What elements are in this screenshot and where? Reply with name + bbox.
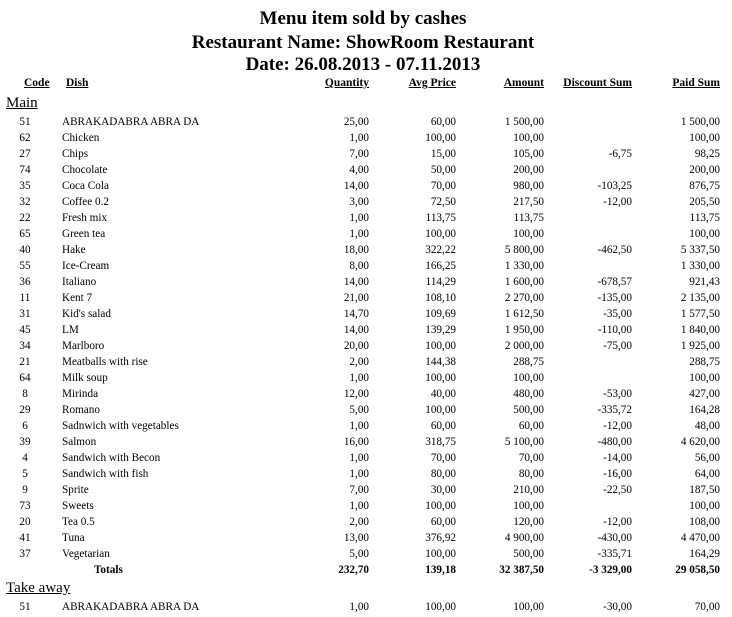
table-row: [0, 370, 732, 386]
cell-amount: 200,00: [513, 164, 544, 176]
cell-code: 34: [19, 340, 31, 352]
cell-code: 27: [19, 148, 31, 160]
cell-code: 20: [19, 516, 31, 528]
cell-quantity: 1,00: [349, 468, 369, 480]
cell-paid-sum: 100,00: [689, 500, 720, 512]
cell-dish: Marlboro: [62, 340, 105, 352]
cell-discount-sum: -75,00: [603, 340, 632, 352]
cell-avg-price: 100,00: [425, 500, 456, 512]
cell-quantity: 1,00: [349, 420, 369, 432]
cell-amount: 70,00: [518, 452, 544, 464]
cell-dish: Sandwich with fish: [62, 468, 149, 480]
column-header-amount: Amount: [503, 77, 544, 89]
cell-code: 29: [19, 404, 31, 416]
table-row: [0, 130, 732, 146]
table-row: [0, 162, 732, 178]
table-row: [0, 258, 732, 274]
column-header-paid-sum: Paid Sum: [672, 77, 720, 89]
cell-amount: 100,00: [513, 132, 544, 144]
section-title-main: Main: [6, 95, 38, 111]
cell-dish: Sandwich with Becon: [62, 452, 161, 464]
cell-code: 5: [22, 468, 28, 480]
cell-dish: Italiano: [62, 276, 97, 288]
cell-dish: Fresh mix: [62, 212, 108, 224]
cell-avg-price: 30,00: [430, 484, 456, 496]
cell-paid-sum: 100,00: [689, 372, 720, 384]
table-row: [0, 226, 732, 242]
cell-dish: Chocolate: [62, 164, 108, 176]
cell-dish: Sprite: [62, 484, 89, 496]
cell-amount: 60,00: [518, 420, 544, 432]
totals-paid-sum: 29 058,50: [675, 564, 720, 576]
cell-avg-price: 100,00: [425, 228, 456, 240]
cell-amount: 210,00: [513, 484, 544, 496]
table-row: [0, 274, 732, 290]
cell-code: 51: [19, 601, 31, 613]
table-row: [0, 290, 732, 306]
cell-dish: Sweets: [62, 500, 94, 512]
cell-quantity: 20,00: [343, 340, 369, 352]
table-row: [0, 418, 732, 434]
table-row: [0, 338, 732, 354]
cell-amount: 1 500,00: [504, 116, 544, 128]
cell-paid-sum: 70,00: [694, 601, 720, 613]
cell-dish: Kid's salad: [62, 308, 111, 320]
totals-quantity: 232,70: [338, 564, 369, 576]
cell-paid-sum: 164,28: [689, 404, 720, 416]
cell-code: 35: [19, 180, 31, 192]
cell-dish: ABRAKADABRA ABRA DA: [62, 601, 200, 613]
cell-amount: 120,00: [513, 516, 544, 528]
cell-dish: Chicken: [62, 132, 100, 144]
cell-code: 73: [19, 500, 31, 512]
cell-avg-price: 60,00: [430, 420, 456, 432]
cell-paid-sum: 1 500,00: [680, 116, 720, 128]
table-row: [0, 386, 732, 402]
table-row: [0, 194, 732, 210]
cell-amount: 1 950,00: [504, 324, 544, 336]
cell-discount-sum: -480,00: [597, 436, 632, 448]
cell-code: 6: [22, 420, 28, 432]
totals-amount: 32 387,50: [499, 564, 544, 576]
cell-paid-sum: 200,00: [689, 164, 720, 176]
cell-amount: 288,75: [513, 356, 544, 368]
cell-discount-sum: -35,00: [603, 308, 632, 320]
cell-quantity: 4,00: [349, 164, 369, 176]
cell-amount: 4 900,00: [504, 532, 544, 544]
column-header-code: Code: [24, 77, 50, 89]
cell-amount: 217,50: [513, 196, 544, 208]
cell-code: 8: [22, 388, 28, 400]
table-row: [0, 498, 732, 514]
cell-dish: Sadnwich with vegetables: [62, 420, 179, 432]
cell-paid-sum: 100,00: [689, 228, 720, 240]
cell-quantity: 14,00: [343, 324, 369, 336]
table-row: [0, 114, 732, 130]
column-header-avg-price: Avg Price: [408, 77, 456, 89]
cell-discount-sum: -6,75: [608, 148, 632, 160]
cell-quantity: 7,00: [349, 148, 369, 160]
cell-avg-price: 80,00: [430, 468, 456, 480]
cell-quantity: 1,00: [349, 132, 369, 144]
cell-amount: 2 270,00: [504, 292, 544, 304]
cell-dish: Romano: [62, 404, 100, 416]
cell-amount: 100,00: [513, 228, 544, 240]
table-row: [0, 599, 732, 615]
cell-dish: Ice-Cream: [62, 260, 110, 272]
cell-code: 62: [19, 132, 31, 144]
cell-paid-sum: 2 135,00: [680, 292, 720, 304]
cell-paid-sum: 427,00: [689, 388, 720, 400]
cell-avg-price: 100,00: [425, 372, 456, 384]
cell-avg-price: 166,25: [425, 260, 456, 272]
cell-quantity: 14,70: [343, 308, 369, 320]
table-row: [0, 402, 732, 418]
cell-quantity: 3,00: [349, 196, 369, 208]
cell-amount: 2 000,00: [504, 340, 544, 352]
cell-paid-sum: 56,00: [694, 452, 720, 464]
cell-code: 41: [19, 532, 31, 544]
cell-paid-sum: 876,75: [689, 180, 720, 192]
column-header-discount-sum: Discount Sum: [563, 77, 632, 89]
cell-code: 22: [19, 212, 31, 224]
cell-amount: 500,00: [513, 548, 544, 560]
totals-discount-sum: -3 329,00: [589, 564, 632, 576]
cell-code: 45: [19, 324, 31, 336]
cell-avg-price: 376,92: [425, 532, 456, 544]
table-row: [0, 482, 732, 498]
cell-amount: 5 100,00: [504, 436, 544, 448]
cell-discount-sum: -110,00: [597, 324, 632, 336]
cell-quantity: 1,00: [349, 601, 369, 613]
cell-avg-price: 109,69: [425, 308, 456, 320]
cell-quantity: 12,00: [343, 388, 369, 400]
cell-quantity: 1,00: [349, 212, 369, 224]
report-title: Menu item sold by cashes: [259, 8, 467, 29]
cell-discount-sum: -430,00: [597, 532, 632, 544]
cell-avg-price: 144,38: [425, 356, 456, 368]
cell-paid-sum: 4 470,00: [680, 532, 720, 544]
cell-discount-sum: -16,00: [603, 468, 632, 480]
table-row: [0, 146, 732, 162]
cell-amount: 100,00: [513, 372, 544, 384]
cell-paid-sum: 921,43: [689, 276, 720, 288]
column-header-dish: Dish: [66, 77, 89, 89]
table-row: [0, 514, 732, 530]
cell-discount-sum: -135,00: [597, 292, 632, 304]
cell-amount: 100,00: [513, 601, 544, 613]
cell-dish: Mirinda: [62, 388, 99, 400]
cell-avg-price: 60,00: [430, 516, 456, 528]
cell-code: 37: [19, 548, 31, 560]
cell-code: 65: [19, 228, 31, 240]
cell-code: 36: [19, 276, 31, 288]
cell-quantity: 13,00: [343, 532, 369, 544]
cell-code: 11: [19, 292, 31, 304]
cell-paid-sum: 1 577,50: [680, 308, 720, 320]
cell-avg-price: 322,22: [425, 244, 456, 256]
cell-avg-price: 318,75: [425, 436, 456, 448]
cell-quantity: 1,00: [349, 500, 369, 512]
cell-code: 51: [19, 116, 31, 128]
cell-amount: 480,00: [513, 388, 544, 400]
cell-amount: 5 800,00: [504, 244, 544, 256]
cell-paid-sum: 108,00: [689, 516, 720, 528]
table-row: [0, 466, 732, 482]
cell-paid-sum: 100,00: [689, 132, 720, 144]
cell-dish: ABRAKADABRA ABRA DA: [62, 116, 200, 128]
cell-avg-price: 100,00: [425, 548, 456, 560]
cell-discount-sum: -12,00: [603, 516, 632, 528]
cell-quantity: 18,00: [343, 244, 369, 256]
cell-code: 39: [19, 436, 31, 448]
cell-quantity: 21,00: [343, 292, 369, 304]
cell-avg-price: 114,29: [425, 276, 456, 288]
cell-avg-price: 113,75: [425, 212, 456, 224]
cell-paid-sum: 164,29: [689, 548, 720, 560]
cell-discount-sum: -30,00: [603, 601, 632, 613]
cell-dish: Tuna: [62, 532, 85, 544]
cell-paid-sum: 5 337,50: [680, 244, 720, 256]
cell-quantity: 25,00: [343, 116, 369, 128]
cell-amount: 1 600,00: [504, 276, 544, 288]
cell-discount-sum: -335,72: [597, 404, 632, 416]
totals-row: [0, 562, 732, 578]
table-row: [0, 242, 732, 258]
cell-code: 32: [19, 196, 31, 208]
cell-quantity: 16,00: [343, 436, 369, 448]
cell-paid-sum: 48,00: [694, 420, 720, 432]
cell-quantity: 5,00: [349, 404, 369, 416]
cell-amount: 1 612,50: [504, 308, 544, 320]
cell-quantity: 2,00: [349, 516, 369, 528]
cell-discount-sum: -22,50: [603, 484, 632, 496]
cell-dish: Green tea: [62, 228, 106, 240]
cell-avg-price: 50,00: [430, 164, 456, 176]
cell-paid-sum: 1 925,00: [680, 340, 720, 352]
cell-amount: 80,00: [518, 468, 544, 480]
cell-dish: Milk soup: [62, 372, 108, 384]
cell-paid-sum: 205,50: [689, 196, 720, 208]
cell-dish: Kent 7: [62, 292, 93, 304]
cell-discount-sum: -678,57: [597, 276, 632, 288]
cell-code: 31: [19, 308, 31, 320]
cell-quantity: 7,00: [349, 484, 369, 496]
cell-avg-price: 15,00: [430, 148, 456, 160]
cell-dish: Coca Cola: [62, 180, 109, 192]
cell-avg-price: 100,00: [425, 404, 456, 416]
cell-avg-price: 100,00: [425, 340, 456, 352]
cell-discount-sum: -12,00: [603, 196, 632, 208]
cell-avg-price: 108,10: [425, 292, 456, 304]
cell-code: 74: [19, 164, 31, 176]
cell-discount-sum: -12,00: [603, 420, 632, 432]
cell-avg-price: 100,00: [425, 601, 456, 613]
cell-avg-price: 70,00: [430, 180, 456, 192]
cell-quantity: 14,00: [343, 276, 369, 288]
cell-paid-sum: 4 620,00: [680, 436, 720, 448]
cell-dish: Meatballs with rise: [62, 356, 148, 368]
cell-paid-sum: 98,25: [694, 148, 720, 160]
cell-paid-sum: 64,00: [694, 468, 720, 480]
cell-dish: LM: [62, 324, 79, 336]
column-header-quantity: Quantity: [324, 77, 369, 89]
table-row: [0, 322, 732, 338]
cell-code: 40: [19, 244, 31, 256]
cell-quantity: 5,00: [349, 548, 369, 560]
cell-quantity: 1,00: [349, 372, 369, 384]
table-row: [0, 210, 732, 226]
restaurant-name: Restaurant Name: ShowRoom Restaurant: [191, 32, 535, 53]
cell-dish: Hake: [62, 244, 86, 256]
cell-paid-sum: 113,75: [689, 212, 720, 224]
cell-avg-price: 60,00: [430, 116, 456, 128]
cell-avg-price: 70,00: [430, 452, 456, 464]
cell-discount-sum: -53,00: [603, 388, 632, 400]
cell-avg-price: 40,00: [430, 388, 456, 400]
cell-quantity: 8,00: [349, 260, 369, 272]
totals-avg-price: 139,18: [425, 564, 456, 576]
cell-dish: Chips: [62, 148, 89, 160]
cell-avg-price: 139,29: [425, 324, 456, 336]
cell-code: 4: [22, 452, 28, 464]
table-row: [0, 450, 732, 466]
cell-avg-price: 100,00: [425, 132, 456, 144]
cell-code: 64: [19, 372, 31, 384]
report-date-range: Date: 26.08.2013 - 07.11.2013: [245, 54, 481, 75]
cell-amount: 100,00: [513, 500, 544, 512]
table-row: [0, 546, 732, 562]
table-row: [0, 178, 732, 194]
cell-dish: Tea 0.5: [62, 516, 95, 528]
cell-discount-sum: -103,25: [597, 180, 632, 192]
cell-dish: Salmon: [62, 436, 97, 448]
cell-quantity: 1,00: [349, 452, 369, 464]
cell-paid-sum: 288,75: [689, 356, 720, 368]
cell-quantity: 14,00: [343, 180, 369, 192]
cell-paid-sum: 187,50: [689, 484, 720, 496]
table-row: [0, 354, 732, 370]
table-row: [0, 306, 732, 322]
cell-discount-sum: -462,50: [597, 244, 632, 256]
cell-code: 9: [22, 484, 28, 496]
cell-paid-sum: 1 330,00: [680, 260, 720, 272]
cell-amount: 500,00: [513, 404, 544, 416]
cell-code: 55: [19, 260, 31, 272]
cell-discount-sum: -335,71: [597, 548, 632, 560]
table-row: [0, 434, 732, 450]
cell-paid-sum: 1 840,00: [680, 324, 720, 336]
section-title-take-away: Take away: [6, 580, 71, 596]
cell-dish: Coffee 0.2: [62, 196, 110, 208]
cell-amount: 980,00: [513, 180, 544, 192]
cell-amount: 113,75: [513, 212, 544, 224]
cell-code: 21: [19, 356, 31, 368]
cell-amount: 105,00: [513, 148, 544, 160]
cell-quantity: 2,00: [349, 356, 369, 368]
totals-label: Totals: [94, 564, 123, 576]
cell-dish: Vegetarian: [62, 548, 110, 560]
table-row: [0, 530, 732, 546]
cell-quantity: 1,00: [349, 228, 369, 240]
cell-amount: 1 330,00: [504, 260, 544, 272]
cell-avg-price: 72,50: [430, 196, 456, 208]
cell-discount-sum: -14,00: [603, 452, 632, 464]
